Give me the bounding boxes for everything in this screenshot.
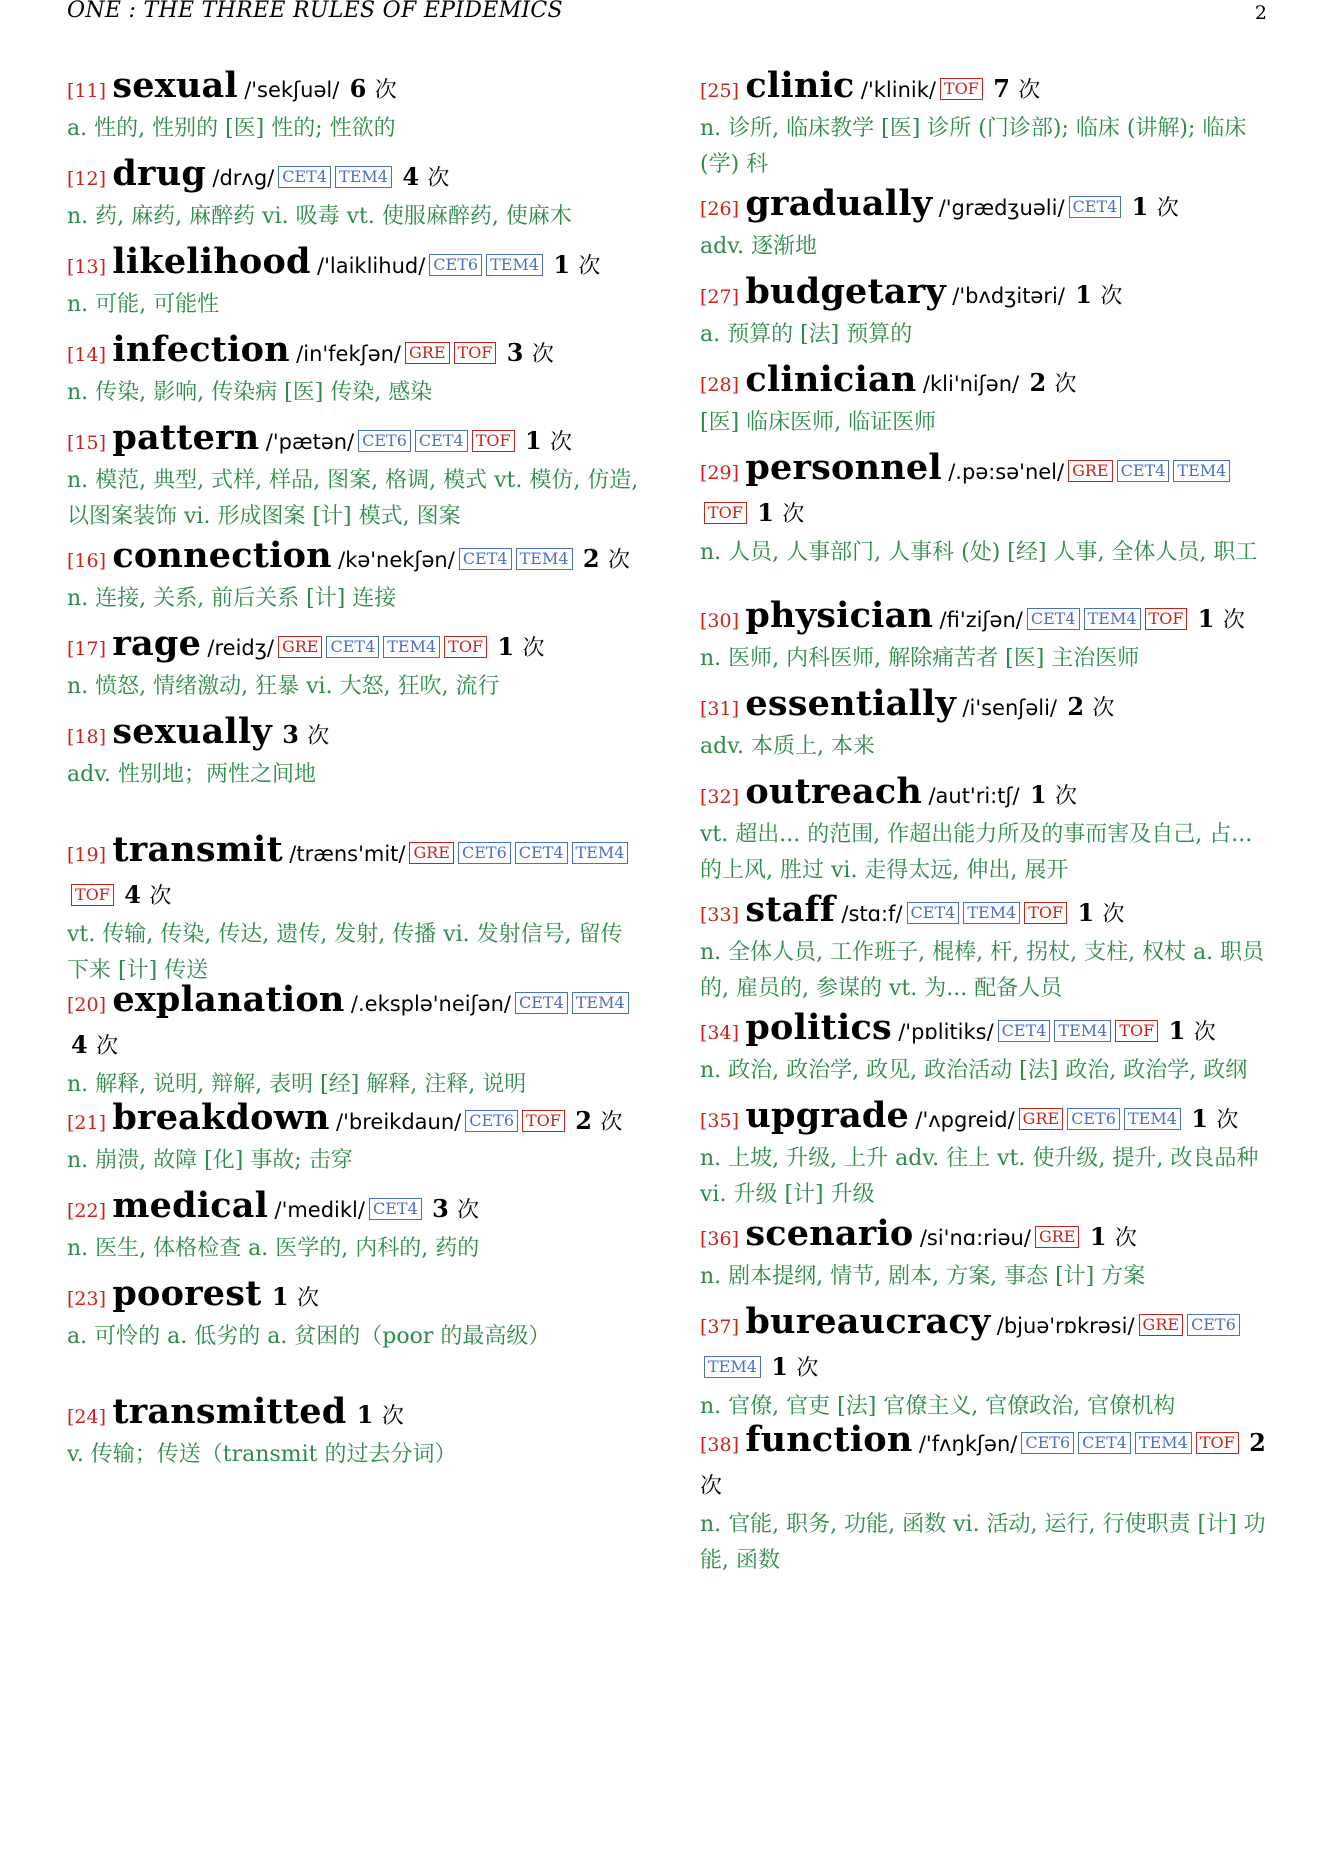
phonetic: /.pə:sə'nel/ (948, 460, 1065, 484)
phonetic: /kli'niʃən/ (922, 372, 1020, 396)
count-unit: 次 (1100, 284, 1123, 309)
entry-headline (67, 418, 642, 463)
headword: explanation (112, 979, 345, 1020)
entry-number: [32] (700, 786, 740, 808)
definition: adv. 本质上, 本来 (700, 734, 875, 759)
headword: likelihood (112, 241, 311, 282)
count-unit: 次 (149, 884, 172, 909)
definition: n. 全体人员, 工作班子, 棍棒, 杆, 拐杖, 支柱, 权杖 a. 职员的, 雇员的, 参谋的 vt. 为... 配备人员 (700, 940, 1265, 1001)
exam-tag: CET6 (465, 1110, 518, 1132)
count-unit: 次 (1193, 1020, 1216, 1045)
count-unit: 次 (307, 724, 330, 749)
entry-headline (700, 890, 1275, 935)
headword: breakdown (112, 1097, 330, 1138)
exam-tag: TEM4 (486, 254, 543, 276)
count-unit: 次 (550, 430, 573, 455)
phonetic: /reidʒ/ (207, 636, 274, 660)
occurrence-count: 1 次 (1075, 280, 1123, 309)
exam-tag: CET6 (358, 430, 411, 452)
vocab-entry (700, 890, 1275, 1007)
headword: transmitted (112, 1391, 347, 1432)
exam-tag: TEM4 (963, 902, 1020, 924)
definition: n. 政治, 政治学, 政见, 政治活动 [法] 政治, 政治学, 政纲 (700, 1058, 1248, 1083)
exam-tag: GRE (409, 842, 454, 864)
entry-number: [36] (700, 1228, 740, 1250)
entry-headline (67, 1392, 642, 1437)
entry-number: [17] (67, 638, 107, 660)
entry-headline (67, 830, 642, 917)
exam-tag: TOF (71, 884, 114, 906)
count-unit: 次 (457, 1198, 480, 1223)
exam-tag: CET4 (1027, 608, 1080, 630)
vocab-entry (67, 66, 642, 147)
count-unit: 次 (600, 1110, 623, 1135)
count-unit: 次 (578, 254, 601, 279)
definition: n. 药, 麻药, 麻醉药 vi. 吸毒 vt. 使服麻醉药, 使麻木 (67, 204, 572, 229)
count-unit: 次 (427, 166, 450, 191)
entry-number: [22] (67, 1200, 107, 1222)
exam-tag: TOF (454, 342, 497, 364)
exam-tag: TEM4 (1084, 608, 1141, 630)
headword: infection (112, 329, 290, 370)
headword: scenario (745, 1213, 914, 1254)
entry-headline (700, 184, 1275, 229)
entry-number: [37] (700, 1316, 740, 1338)
vocab-entry (700, 1302, 1275, 1425)
entry-headline (700, 684, 1275, 729)
occurrence-count: 1 次 (757, 498, 805, 527)
entry-headline (67, 1186, 642, 1231)
headword: clinician (745, 359, 917, 400)
phonetic: /'laiklihud/ (317, 254, 426, 278)
entry-number: [11] (67, 80, 107, 102)
occurrence-count: 6 次 (349, 74, 397, 103)
entry-headline (700, 1302, 1275, 1389)
exam-tag: TOF (1196, 1432, 1239, 1454)
vocab-entry (67, 1186, 642, 1267)
occurrence-count: 3 次 (432, 1194, 480, 1223)
definition: n. 医师, 内科医师, 解除痛苦者 [医] 主治医师 (700, 646, 1140, 671)
definition: n. 可能, 可能性 (67, 292, 220, 317)
occurrence-count: 1 次 (1131, 192, 1179, 221)
entry-number: [16] (67, 550, 107, 572)
entry-number: [12] (67, 168, 107, 190)
entry-number: [38] (700, 1434, 740, 1456)
headword: medical (112, 1185, 269, 1226)
occurrence-count: 1 次 (356, 1400, 404, 1429)
definition: vt. 传输, 传染, 传达, 遗传, 发射, 传播 vi. 发射信号, 留传下来 [计] 传送 (67, 922, 623, 983)
exam-tag: CET4 (326, 636, 379, 658)
entry-number: [18] (67, 726, 107, 748)
entry-headline (700, 360, 1275, 405)
occurrence-count: 4 次 (71, 1030, 119, 1059)
vocab-entry (700, 1420, 1275, 1579)
vocab-entry (700, 772, 1275, 889)
occurrence-count: 1 次 (271, 1282, 319, 1311)
definition: n. 崩溃, 故障 [化] 事故; 击穿 (67, 1148, 353, 1173)
exam-tag: TOF (1115, 1020, 1158, 1042)
vocab-entry (67, 1392, 642, 1473)
vocab-entry (67, 1274, 642, 1355)
entry-headline (700, 1420, 1275, 1507)
entry-number: [29] (700, 462, 740, 484)
exam-tag: TEM4 (572, 992, 629, 1014)
entry-headline (700, 1096, 1275, 1141)
exam-tag: TEM4 (1173, 460, 1230, 482)
count-unit: 次 (1092, 696, 1115, 721)
vocab-entry (67, 1098, 642, 1179)
exam-tag: GRE (405, 342, 450, 364)
vocab-entry (67, 330, 642, 411)
exam-tag: TOF (1024, 902, 1067, 924)
phonetic: /træns'mit/ (289, 842, 406, 866)
entry-headline (700, 596, 1275, 641)
entry-headline (67, 980, 642, 1067)
count-unit: 次 (531, 342, 554, 367)
entry-number: [24] (67, 1406, 107, 1428)
headword: bureaucracy (745, 1301, 991, 1342)
occurrence-count: 1 次 (497, 632, 545, 661)
exam-tag: TEM4 (704, 1356, 761, 1378)
vocab-entry (67, 418, 642, 535)
exam-tag: CET6 (429, 254, 482, 276)
phonetic: /si'nɑ:riəu/ (919, 1226, 1031, 1250)
definition: [医] 临床医师, 临证医师 (700, 410, 937, 435)
count-unit: 次 (1114, 1226, 1137, 1251)
entry-headline (67, 624, 642, 669)
occurrence-count: 4 次 (402, 162, 450, 191)
occurrence-count: 1 次 (1029, 780, 1078, 809)
exam-tag: CET4 (415, 430, 468, 452)
exam-tag: CET4 (515, 992, 568, 1014)
exam-tag: GRE (1139, 1314, 1184, 1336)
exam-tag: CET4 (1117, 460, 1170, 482)
occurrence-count: 3 次 (506, 338, 554, 367)
definition: adv. 性别地；两性之间地 (67, 762, 317, 787)
exam-tag: CET6 (1021, 1432, 1074, 1454)
entry-headline (700, 448, 1275, 535)
entry-number: [26] (700, 198, 740, 220)
entry-headline (700, 1008, 1275, 1053)
vocab-entry (700, 1096, 1275, 1213)
count-unit: 次 (96, 1034, 119, 1059)
entry-headline (67, 536, 642, 581)
occurrence-count: 1 次 (1089, 1222, 1137, 1251)
exam-tag: GRE (278, 636, 323, 658)
phonetic: /'breikdaun/ (336, 1110, 462, 1134)
count-unit: 次 (796, 1356, 819, 1381)
vocab-entry (67, 536, 642, 617)
occurrence-count: 2 次 (582, 544, 630, 573)
headword: physician (745, 595, 934, 636)
entry-headline (67, 242, 642, 287)
count-unit: 次 (1102, 902, 1125, 927)
count-unit: 次 (607, 548, 630, 573)
vocab-entry (700, 360, 1275, 441)
entry-headline (67, 1098, 642, 1143)
entry-number: [25] (700, 80, 740, 102)
vocab-entry (67, 830, 642, 989)
headword: rage (112, 623, 202, 664)
entry-headline (700, 1214, 1275, 1259)
entry-headline (67, 154, 642, 199)
exam-tag: GRE (1019, 1108, 1064, 1130)
exam-tag: CET4 (1069, 196, 1122, 218)
vocab-entry (67, 624, 642, 705)
page-header (67, 0, 1267, 30)
entry-number: [19] (67, 844, 107, 866)
occurrence-count: 1 次 (1077, 898, 1125, 927)
headword: function (745, 1419, 913, 1460)
vocab-entry (67, 980, 642, 1103)
headword: outreach (745, 771, 923, 812)
phonetic: /kə'nekʃən/ (338, 548, 455, 572)
headword: sexual (112, 65, 238, 106)
vocab-entry (700, 684, 1275, 765)
headword: essentially (745, 683, 957, 724)
occurrence-count: 1 次 (1197, 604, 1245, 633)
headword: politics (745, 1007, 892, 1048)
definition: n. 连接, 关系, 前后关系 [计] 连接 (67, 586, 397, 611)
headword: connection (112, 535, 332, 576)
exam-tag: CET4 (459, 548, 512, 570)
definition: a. 预算的 [法] 预算的 (700, 322, 913, 347)
vocab-entry (700, 272, 1275, 353)
count-unit: 次 (374, 78, 397, 103)
exam-tag: TEM4 (1054, 1020, 1111, 1042)
phonetic: /'sekʃuəl/ (244, 78, 340, 102)
definition: n. 官能, 职务, 功能, 函数 vi. 活动, 运行, 行使职责 [计] 功能, 函数 (700, 1512, 1266, 1573)
phonetic: /'grædʒuəli/ (938, 196, 1065, 220)
vocab-entry (700, 1008, 1275, 1089)
phonetic: /.eksplə'neiʃən/ (350, 992, 511, 1016)
vocab-entry (67, 242, 642, 323)
phonetic: /bjuə'rɒkrəsi/ (996, 1314, 1135, 1338)
phonetic: /'bʌdʒitəri/ (952, 284, 1065, 308)
definition: n. 官僚, 官吏 [法] 官僚主义, 官僚政治, 官僚机构 (700, 1394, 1176, 1419)
entry-number: [13] (67, 256, 107, 278)
exam-tag: TEM4 (335, 166, 392, 188)
definition: v. 传输；传送（transmit 的过去分词） (67, 1442, 457, 1467)
phonetic: /stɑ:f/ (841, 902, 903, 926)
definition: adv. 逐渐地 (700, 234, 818, 259)
exam-tag: CET4 (1078, 1432, 1131, 1454)
definition: n. 解释, 说明, 辩解, 表明 [经] 解释, 注释, 说明 (67, 1072, 527, 1097)
entry-number: [31] (700, 698, 740, 720)
entry-number: [14] (67, 344, 107, 366)
headword: budgetary (745, 271, 946, 312)
definition: n. 剧本提纲, 情节, 剧本, 方案, 事态 [计] 方案 (700, 1264, 1146, 1289)
exam-tag: TEM4 (516, 548, 573, 570)
phonetic: /drʌg/ (212, 166, 275, 190)
entry-headline (67, 1274, 642, 1319)
definition: n. 愤怒, 情绪激动, 狂暴 vi. 大怒, 狂吹, 流行 (67, 674, 500, 699)
entry-number: [15] (67, 432, 107, 454)
entry-headline (700, 66, 1275, 111)
phonetic: /'klinik/ (860, 78, 936, 102)
phonetic: /'ʌpgreid/ (915, 1108, 1015, 1132)
exam-tag: TEM4 (383, 636, 440, 658)
exam-tag: CET4 (369, 1198, 422, 1220)
phonetic: /'pɒlitiks/ (898, 1020, 994, 1044)
occurrence-count: 2 次 (1029, 368, 1077, 397)
headword: pattern (112, 417, 260, 458)
exam-tag: TOF (444, 636, 487, 658)
exam-tag: CET6 (1187, 1314, 1240, 1336)
count-unit: 次 (782, 502, 805, 527)
occurrence-count: 1 次 (553, 250, 601, 279)
exam-tag: CET4 (278, 166, 331, 188)
occurrence-count: 1 次 (1168, 1016, 1216, 1045)
entry-number: [21] (67, 1112, 107, 1134)
definition: a. 性的, 性别的 [医] 性的; 性欲的 (67, 116, 396, 141)
exam-tag: GRE (1035, 1226, 1080, 1248)
exam-tag: TEM4 (1124, 1108, 1181, 1130)
definition: vt. 超出... 的范围, 作超出能力所及的事而害及自己, 占... 的上风, 胜过 vi. 走得太远, 伸出, 展开 (700, 822, 1253, 883)
headword: sexually (112, 711, 272, 752)
exam-tag: GRE (1068, 460, 1113, 482)
occurrence-count: 7 次 (993, 74, 1041, 103)
vocab-entry (700, 1214, 1275, 1295)
exam-tag: TOF (1145, 608, 1188, 630)
phonetic: /i'senʃəli/ (962, 696, 1057, 720)
headword: upgrade (745, 1095, 910, 1136)
definition: a. 可怜的 a. 低劣的 a. 贫困的（poor 的最高级） (67, 1324, 551, 1349)
phonetic: /'fʌŋkʃən/ (918, 1432, 1018, 1456)
definition: n. 诊所, 临床教学 [医] 诊所 (门诊部); 临床 (讲解); 临床 (学) 科 (700, 116, 1247, 177)
count-unit: 次 (296, 1286, 319, 1311)
exam-tag: TOF (522, 1110, 565, 1132)
phonetic: /fi'ziʃən/ (939, 608, 1023, 632)
headword: drug (112, 153, 207, 194)
entry-number: [33] (700, 904, 740, 926)
count-unit: 次 (1055, 784, 1078, 809)
exam-tag: CET4 (515, 842, 568, 864)
page-number: 2 (1254, 2, 1267, 24)
count-unit: 次 (1156, 196, 1179, 221)
occurrence-count: 1 次 (524, 426, 573, 455)
entry-number: [28] (700, 374, 740, 396)
entry-headline (700, 272, 1275, 317)
exam-tag: TEM4 (1135, 1432, 1192, 1454)
entry-number: [35] (700, 1110, 740, 1132)
occurrence-count: 1 次 (771, 1352, 819, 1381)
chapter-title: ONE : THE THREE RULES OF EPIDEMICS (67, 0, 563, 23)
entry-number: [27] (700, 286, 740, 308)
occurrence-count: 2 次 (575, 1106, 623, 1135)
exam-tag: CET4 (998, 1020, 1051, 1042)
count-unit: 次 (1018, 78, 1041, 103)
entry-number: [34] (700, 1022, 740, 1044)
headword: gradually (745, 183, 933, 224)
exam-tag: CET6 (1067, 1108, 1120, 1130)
headword: poorest (112, 1273, 262, 1314)
phonetic: /'pætən/ (265, 430, 355, 454)
vocab-entry (67, 712, 642, 793)
headword: personnel (745, 447, 942, 488)
entry-number: [30] (700, 610, 740, 632)
headword: staff (745, 889, 836, 930)
vocab-entry (67, 154, 642, 235)
entry-headline (700, 772, 1275, 817)
occurrence-count: 4 次 (124, 880, 172, 909)
exam-tag: TOF (472, 430, 515, 452)
headword: transmit (112, 829, 283, 870)
count-unit: 次 (1054, 372, 1077, 397)
entry-number: [20] (67, 994, 107, 1016)
occurrence-count: 2 次 (1067, 692, 1115, 721)
occurrence-count: 1 次 (1191, 1104, 1239, 1133)
count-unit: 次 (522, 636, 545, 661)
count-unit: 次 (700, 1474, 723, 1499)
exam-tag: TOF (940, 78, 983, 100)
occurrence-count: 3 次 (282, 720, 330, 749)
exam-tag: TEM4 (572, 842, 629, 864)
entry-headline (67, 712, 642, 757)
count-unit: 次 (1222, 608, 1245, 633)
vocab-entry (700, 596, 1275, 677)
definition: n. 传染, 影响, 传染病 [医] 传染, 感染 (67, 380, 433, 405)
occurrence-count: 2 次 (700, 1428, 1266, 1499)
vocab-entry (700, 448, 1275, 571)
definition: n. 模范, 典型, 式样, 样品, 图案, 格调, 模式 vt. 模仿, 仿造, 以图案装饰 vi. 形成图案 [计] 模式, 图案 (67, 468, 639, 529)
exam-tag: TOF (704, 502, 747, 524)
count-unit: 次 (381, 1404, 404, 1429)
entry-headline (67, 330, 642, 375)
vocab-entry (700, 184, 1275, 265)
phonetic: /aut'ri:tʃ/ (928, 784, 1020, 808)
entry-headline (67, 66, 642, 111)
entry-number: [23] (67, 1288, 107, 1310)
definition: n. 上坡, 升级, 上升 adv. 往上 vt. 使升级, 提升, 改良品种 vi. 升级 [计] 升级 (700, 1146, 1259, 1207)
phonetic: /'medikl/ (274, 1198, 365, 1222)
exam-tag: CET4 (907, 902, 960, 924)
definition: n. 人员, 人事部门, 人事科 (处) [经] 人事, 全体人员, 职工 (700, 540, 1258, 565)
vocab-entry (700, 66, 1275, 183)
definition: n. 医生, 体格检查 a. 医学的, 内科的, 药的 (67, 1236, 480, 1261)
count-unit: 次 (1216, 1108, 1239, 1133)
exam-tag: CET6 (458, 842, 511, 864)
phonetic: /in'fekʃən/ (296, 342, 401, 366)
headword: clinic (745, 65, 855, 106)
